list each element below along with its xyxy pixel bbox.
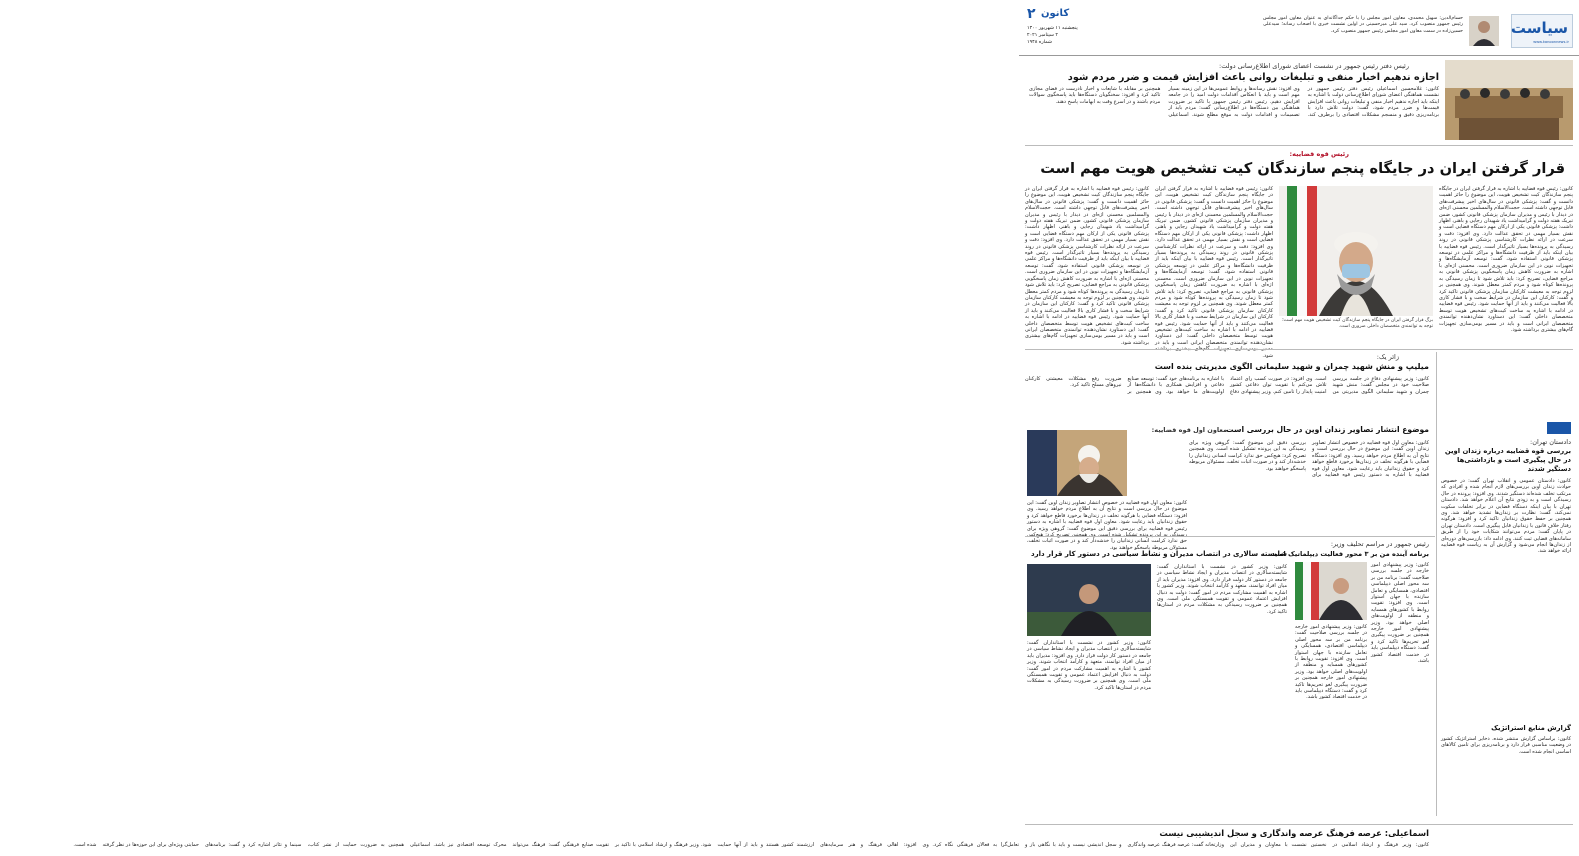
lead-headline: قرار گرفتن ایران در جایگاه پنجم سازندگان کیت تشخیص هویت مهم است bbox=[1040, 160, 1565, 177]
lead-body-right: کانون: رئیس قوه قضاییه با اشاره به قرار گرفتن ایران در جایگاه پنجم سازندگان کیت تشخیص هویت، این موضوع را حائز اهمیت دانست و گفت: پزشکی قانونی در سال‌های اخیر پیشرفت‌های قابل توجهی داشته است. حجت‌الاسلام والمسلمین محسنی اژه‌ای در دیدار با رئیس و مدیران سازمان پزشکی قانونی کشور، ضمن تبریک هفته دولت و گرامیداشت یاد شهیدان رجایی و باهنر، اظهار داشت: پزشکی قانونی یکی از ارکان مهم دستگاه قضایی است و نقش بسیار مهمی در تحقق عدالت دارد. وی افزود: دقت و سرعت در ارائه نظرات کارشناسی پزشکی قانونی در روند رسیدگی به پرونده‌ها بسیار تاثیرگذار است. رئیس قوه قضاییه با بیان اینکه باید از ظرفیت دانشگاه‌ها و مراکز علمی در توسعه پزشکی قانونی استفاده شود، گفت: توسعه آزمایشگاه‌ها و تجهیزات نوین در این سازمان ضروری است. محسنی اژه‌ای با اشاره به ضرورت کاهش زمان پاسخگویی پزشکی قانونی به مراجع قضایی، تصریح کرد: باید تلاش شود تا زمان رسیدگی به پرونده‌ها کوتاه شود و مردم کمتر معطل شوند. وی همچنین بر لزوم توجه به معیشت کارکنان سازمان پزشکی قانونی تاکید کرد و گفت: کارکنان این سازمان در شرایط سخت و با فشار کاری بالا فعالیت می‌کنند و باید از آنها حمایت شود. رئیس قوه قضاییه در ادامه با اشاره به ساخت کیت‌های تشخیص هویت توسط متخصصان داخلی گفت: این دستاورد نشان‌دهنده توانمندی متخصصان ایرانی است و باید در مسیر بومی‌سازی تجهیزات گام‌های بیشتری برداشته شود. bbox=[1439, 186, 1573, 333]
page-number: ۲ bbox=[1027, 6, 1036, 22]
bottom-mid-photo bbox=[1295, 562, 1367, 620]
date-line-3: شماره ۱۹۴۸ bbox=[1027, 40, 1052, 45]
footer-headline: اسماعیلی: عرصه فرهنگ عرصه واندگاری و سجل اندیشیبی نیست bbox=[1159, 828, 1429, 838]
divider bbox=[1025, 145, 1573, 146]
judiciary-photo bbox=[1027, 430, 1127, 496]
bottom-left-body: کانون: وزیر کشور در نشست با استانداران گفت: شایسته‌سالاری در انتصاب مدیران و ایجاد نشاط سیاسی در جامعه در دستور کار دولت قرار دارد. وی افزود: مدیران باید از میان افراد توانمند، متعهد و کارآمد انتخاب شوند. وزیر کشور با اشاره به اهمیت مشارکت مردم در امور گفت: دولت به دنبال افزایش اعتماد عمومی و تقویت همبستگی ملی است. وی همچنین بر ضرورت رسیدگی به مشکلات مردم در استان‌ها تاکید کرد. bbox=[1157, 564, 1287, 615]
date-line-2: ۲ سپتامبر ۲۰۲۱ bbox=[1027, 33, 1058, 38]
divider bbox=[1025, 536, 1435, 537]
bottom-left-headline: شایسته سالاری در انتصاب مدیران و نشاط سیاسی در دستور کار قرار دارد bbox=[1030, 550, 1287, 558]
lead-kicker: رئیس قوه قضاییه: bbox=[1289, 150, 1349, 158]
mid-left-body: کانون: وزیر پیشنهادی دفاع در جلسه بررسی صلاحیت خود در مجلس گفت: منش شهید چمران و شهید سلیمانی الگوی مدیریتی من است. وی افزود: در صورت کسب رای اعتماد تلاش می‌کنم با تقویت توان دفاعی کشور امنیت پایدار را تامین کنم. وزیر پیشنهادی دفاع با اشاره به برنامه‌های خود گفت: توسعه صنایع دفاعی و افزایش همکاری با دانشگاه‌ها از اولویت‌های ما خواهد بود. وی همچنین بر ضرورت رفع مشکلات معیشتی کارکنان نیروهای مسلح تاکید کرد. bbox=[1025, 376, 1429, 395]
mid-left-kicker: زائر یک: bbox=[1376, 353, 1399, 361]
date-line-1: پنجشنبه ۱۱ شهریور ۱۴۰۰ bbox=[1027, 26, 1078, 31]
masthead bbox=[1019, 0, 1579, 56]
section-name: کانون bbox=[1041, 8, 1070, 19]
logo-text: سیاست bbox=[1510, 19, 1568, 37]
bottom-left-photo bbox=[1027, 564, 1151, 636]
top-story-kicker: رئیس دفتر رئیس جمهور در نشست اعضای شورای اطلاع‌رسانی دولت: bbox=[1219, 62, 1409, 70]
top-story-headline: اجازه ندهیم اخبار منفی و تبلیغات روانی باعث افزایش قیمت و ضرر مردم شود bbox=[1067, 72, 1439, 83]
judiciary-body-left: کانون: معاون اول قوه قضاییه در خصوص انتشار تصاویر زندان اوین گفت: این موضوع در حال بررسی است و نتایج آن به اطلاع مردم خواهد رسید. وی افزود: دستگاه قضایی با هرگونه تخلف در زندان‌ها برخورد قاطع خواهد کرد و حقوق زندانیان باید رعایت شود. معاون اول قوه قضاییه با اشاره به دستور رئیس قوه قضاییه برای بررسی دقیق این موضوع گفت: گروهی ویژه برای حق ندارد کرامت انسانی زندانیان را خدشه‌دار کند و در صورت اثبات تخلف، مسئولان مربوطه پاسخگو خواهند بود. bbox=[1027, 500, 1187, 551]
lead-photo bbox=[1279, 186, 1433, 316]
divider bbox=[1025, 824, 1573, 825]
lead-body-mid: کانون: رئیس قوه قضاییه با اشاره به قرار گرفتن ایران در جایگاه پنجم سازندگان کیت تشخیص هویت، این موضوع را حائز اهمیت دانست و گفت: پزشکی قانونی در سال‌های اخیر پیشرفت‌های قابل توجهی داشته است. حجت‌الاسلام والمسلمین محسنی اژه‌ای در دیدار با رئیس و مدیران سازمان پزشکی قانونی کشور، ضمن تبریک هفته دولت و گرامیداشت یاد شهیدان رجایی و باهنر، اظهار داشت: پزشکی قانونی یکی از ارکان مهم دستگاه قضایی است و نقش بسیار مهمی در تحقق عدالت دارد. وی افزود: دقت و سرعت در ارائه نظرات کارشناسی پزشکی قانونی در روند رسیدگی به پرونده‌ها بسیار تاثیرگذار است. رئیس قوه قضاییه با بیان اینکه باید از ظرفیت دانشگاه‌ها و مراکز علمی در توسعه پزشکی قانونی استفاده شود، گفت: توسعه آزمایشگاه‌ها و تجهیزات نوین در این سازمان ضروری است. محسنی اژه‌ای با اشاره به ضرورت کاهش زمان پاسخگویی پزشکی قانونی به مراجع قضایی، تصریح کرد: باید تلاش شود تا زمان رسیدگی به پرونده‌ها کوتاه شود و مردم کمتر معطل شوند. وی همچنین بر لزوم توجه به معیشت کارکنان سازمان پزشکی قانونی تاکید کرد و گفت: کارکنان این سازمان در شرایط سخت و با فشار کاری بالا فعالیت می‌کنند و باید از آنها حمایت شود. رئیس قوه قضاییه در ادامه با اشاره به ساخت کیت‌های تشخیص هویت توسط متخصصان داخلی گفت: این دستاورد نشان‌دهنده توانمندی متخصصان ایرانی است و باید در شود. bbox=[1155, 186, 1273, 359]
bottom-mid-headline: برنامه آینده من بر ۳ محور فعالیت دیپلماتیک است bbox=[1270, 550, 1429, 558]
mid-left-headline: میلیپ و منش شهید چمران و شهید سلیمانی الگوی مدیریتی بنده است bbox=[1154, 362, 1429, 371]
right-col-logo bbox=[1547, 422, 1571, 434]
lead-photo-caption: برگ قرار گرفتن ایران در جایگاه پنجم سازندگان کیت تشخیص هویت مهم است؛ توجه به توانمندی متخصصان داخلی ضروری است. bbox=[1282, 318, 1433, 329]
footer-body: کانون: وزیر فرهنگ و ارشاد اسلامی در نخستین نشست با معاونان و مدیران این وزارتخانه گفت: عرصه فرهنگ عرصه واندگاری و سجل اندیشی نیست و باید با نگاهی باز و تعامل‌گرا به فعالان فرهنگی نگاه کرد. وی افزود: اهالی فرهنگ و هنر سرمایه‌های ارزشمند کشور هستند و باید از آنها حمایت شود. وزیر فرهنگ و ارشاد اسلامی با تاکید بر تقویت صنایع فرهنگی گفت: فرهنگ می‌تواند محرک توسعه اقتصادی نیز باشد. اسماعیلی همچنین به ضرورت حمایت از نشر کتاب، سینما و تئاتر اشاره کرد و گفت: برنامه‌های حمایتی ویژه‌ای برای این حوزه‌ها در نظر گرفته شده است. bbox=[73, 842, 1429, 848]
logo bbox=[1511, 14, 1573, 48]
bottom-mid-kicker: رئیس جمهور در مراسم تحلیف وزیر: bbox=[1330, 540, 1429, 548]
logo-tagline: www.kanoonnews.ir bbox=[1533, 40, 1569, 44]
lead-body-left: کانون: رئیس قوه قضاییه با اشاره به قرار گرفتن ایران در جایگاه پنجم سازندگان کیت تشخیص هویت، این موضوع را حائز اهمیت دانست و گفت: پزشکی قانونی در سال‌های اخیر پیشرفت‌های قابل توجهی داشته است. حجت‌الاسلام والمسلمین محسنی اژه‌ای در دیدار با رئیس و مدیران سازمان پزشکی قانونی کشور، ضمن تبریک هفته دولت و گرامیداشت یاد شهیدان رجایی و باهنر، اظهار داشت: پزشکی قانونی یکی از ارکان مهم دستگاه قضایی است و نقش بسیار مهمی در تحقق عدالت دارد. وی افزود: دقت و سرعت در ارائه نظرات کارشناسی پزشکی قانونی در روند رسیدگی به پرونده‌ها بسیار تاثیرگذار است. رئیس قوه قضاییه با بیان اینکه باید از ظرفیت دانشگاه‌ها و مراکز علمی در توسعه پزشکی قانونی استفاده شود، گفت: توسعه آزمایشگاه‌ها و تجهیزات نوین در این سازمان ضروری است. محسنی اژه‌ای با اشاره به ضرورت کاهش زمان پاسخگویی پزشکی قانونی به مراجع قضایی، تصریح کرد: باید تلاش شود تا زمان رسیدگی به پرونده‌ها کوتاه شود و مردم کمتر معطل شوند. وی همچنین بر لزوم توجه به معیشت کارکنان سازمان پزشکی قانونی تاکید کرد و گفت: کارکنان این سازمان در شرایط سخت و با فشار کاری بالا فعالیت می‌کنند و باید از آنها حمایت شود. رئیس قوه قضاییه در ادامه با اشاره به ساخت کیت‌های تشخیص هویت توسط متخصصان داخلی گفت: این دستاورد نشان‌دهنده توانمندی متخصصان ایرانی است و باید در مسیر بومی‌سازی تجهیزات گام‌های بیشتری برداشته شود. bbox=[1025, 186, 1149, 346]
judiciary-body: کانون: معاون اول قوه قضاییه در خصوص انتشار تصاویر زندان اوین گفت: این موضوع در حال بررسی است و نتایج آن به اطلاع مردم خواهد رسید. وی افزود: دستگاه قضایی با هرگونه تخلف در زندان‌ها برخورد قاطع خواهد کرد و حقوق زندانیان باید رعایت شود. معاون اول قوه قضاییه با اشاره به دستور رئیس قوه قضاییه برای بررسی دقیق این موضوع گفت: گروهی ویژه برای رسیدگی به این پرونده تشکیل شده است. وی همچنین تصریح کرد: هیچ‌کس حق ندارد کرامت انسانی زندانیان را خدشه‌دار کند و در صورت اثبات تخلف، مسئولان مربوطه پاسخگو خواهند بود. bbox=[1189, 440, 1429, 479]
bottom-left-body-2: کانون: وزیر کشور در نشست با استانداران گفت: شایسته‌سالاری در انتصاب مدیران و ایجاد نشاط سیاسی در جامعه در دستور کار دولت قرار دارد. وی افزود: مدیران باید از میان افراد توانمند، متعهد و کارآمد انتخاب شوند. وزیر کشور با اشاره به اهمیت مشارکت مردم در امور گفت: دولت به دنبال افزایش اعتماد عمومی و تقویت همبستگی ملی است. وی همچنین بر ضرورت رسیدگی به مشکلات مردم در استان‌ها تاکید کرد. bbox=[1027, 640, 1151, 691]
right-box-body: کانون: براساس گزارش منتشر شده، ذخایر استراتژیک کشور در وضعیت مناسبی قرار دارد و برنامه‌ریزی برای تامین کالاهای اساسی انجام شده است. bbox=[1441, 736, 1571, 755]
right-box-headline: گزارش منابع استراتژیک bbox=[1491, 724, 1571, 732]
judiciary-kicker: معاون اول قوه قضاییه: bbox=[1151, 426, 1227, 434]
masthead-portrait bbox=[1469, 16, 1499, 46]
divider bbox=[1025, 349, 1573, 350]
right-col-kicker: دادستان تهران: bbox=[1530, 438, 1571, 446]
masthead-news: حسام‌الدین: سهیل محمدی، معاون امور مجلس را با حکم جداگانه‌ای به عنوان معاون امور مجلس رئیس جمهور منصوب کرد. سید علی میرحسینی در اولین نشست خبری با اصحاب رسانه؛ سیدعلی حسین‌زاده در سمت معاون امور مجلس رئیس جمهور منصوب کرد. bbox=[1263, 16, 1463, 34]
top-story-photo bbox=[1445, 60, 1573, 140]
right-col-body: کانون: دادستان عمومی و انقلاب تهران گفت: در خصوص حوادث زندان اوین بررسی‌های لازم انجام شده و افرادی که مرتکب تخلف شده‌اند دستگیر شدند. وی افزود: پرونده در حال رسیدگی است و به زودی نتایج آن اعلام خواهد شد. دادستان تهران با بیان اینکه دستگاه قضایی در برابر تخلفات سکوت نمی‌کند، گفت: نظارت بر زندان‌ها تشدید خواهد شد. وی همچنین بر حفظ حقوق زندانیان تاکید کرد و افزود: هرگونه رفتار خلاف قانون با زندانیان قابل پیگیری است. دادستان تهران در پایان گفت: مردم می‌توانند شکایات خود را از طریق سامانه‌های قضایی ثبت کنند. وی ادامه داد: بازرسی‌های دوره‌ای از زندان‌ها انجام می‌شود و گزارش آن به ریاست قوه قضاییه ارائه خواهد شد. bbox=[1441, 478, 1571, 555]
right-col-headline: بررسی قوه قضاییه درباره زندان اوین در حال پیگیری است و بازداشتی‌ها دستگیر شدند bbox=[1444, 447, 1571, 473]
top-story-body: کانون: غلامحسین اسماعیلی رئیس دفتر رئیس جمهور در نشست هماهنگی اعضای شورای اطلاع‌رسانی دولت با اشاره به اینکه باید اجازه ندهیم اخبار منفی و تبلیغات روانی باعث افزایش قیمت‌ها و ضرر مردم شود، گفت: دولت تلاش دارد با برنامه‌ریزی دقیق و منسجم مشکلات اقتصادی را برطرف کند. وی افزود: نقش رسانه‌ها و روابط عمومی‌ها در این زمینه بسیار مهم است و باید با انعکاس اقدامات دولت امید را در جامعه افزایش دهیم. رئیس دفتر رئیس جمهور با تاکید بر ضرورت هماهنگی بین دستگاه‌ها در اطلاع‌رسانی گفت: مردم باید از تصمیمات و اقدامات دولت به موقع مطلع شوند. اسماعیلی همچنین بر مقابله با شایعات و اخبار نادرست در فضای مجازی تاکید کرد و افزود: سخنگویان دستگاه‌ها باید پاسخگوی سوالات مردم باشند و در اسرع وقت به ابهامات پاسخ دهند. bbox=[1029, 86, 1439, 118]
bottom-mid-body-2: کانون: وزیر پیشنهادی امور خارجه در جلسه بررسی صلاحیت گفت: برنامه من بر سه محور اصلی دیپلماسی اقتصادی، همسایگی و تعامل سازنده با جهان استوار است. وی افزود: تقویت روابط با کشورهای همسایه و منطقه از اولویت‌های اصلی خواهد بود. وزیر پیشنهادی امور خارجه همچنین بر ضرورت پیگیری لغو تحریم‌ها تاکید کرد و گفت: دستگاه دیپلماسی باید در خدمت اقتصاد کشور باشد. bbox=[1295, 624, 1367, 701]
bottom-mid-body: کانون: وزیر پیشنهادی امور خارجه در جلسه بررسی صلاحیت گفت: برنامه من بر سه محور اصلی دیپلماسی اقتصادی، همسایگی و تعامل سازنده با جهان استوار است. وی افزود: تقویت روابط با کشورهای همسایه و منطقه از اولویت‌های اصلی خواهد بود. وزیر پیشنهادی امور خارجه همچنین بر ضرورت پیگیری لغو تحریم‌ها تاکید کرد و گفت: دستگاه دیپلماسی باید در خدمت اقتصاد کشور باشد. bbox=[1371, 562, 1429, 665]
judiciary-headline: موضوع انتشار تصاویر زندان اوین در حال بررسی است bbox=[1226, 425, 1429, 434]
column-divider bbox=[1436, 352, 1437, 816]
